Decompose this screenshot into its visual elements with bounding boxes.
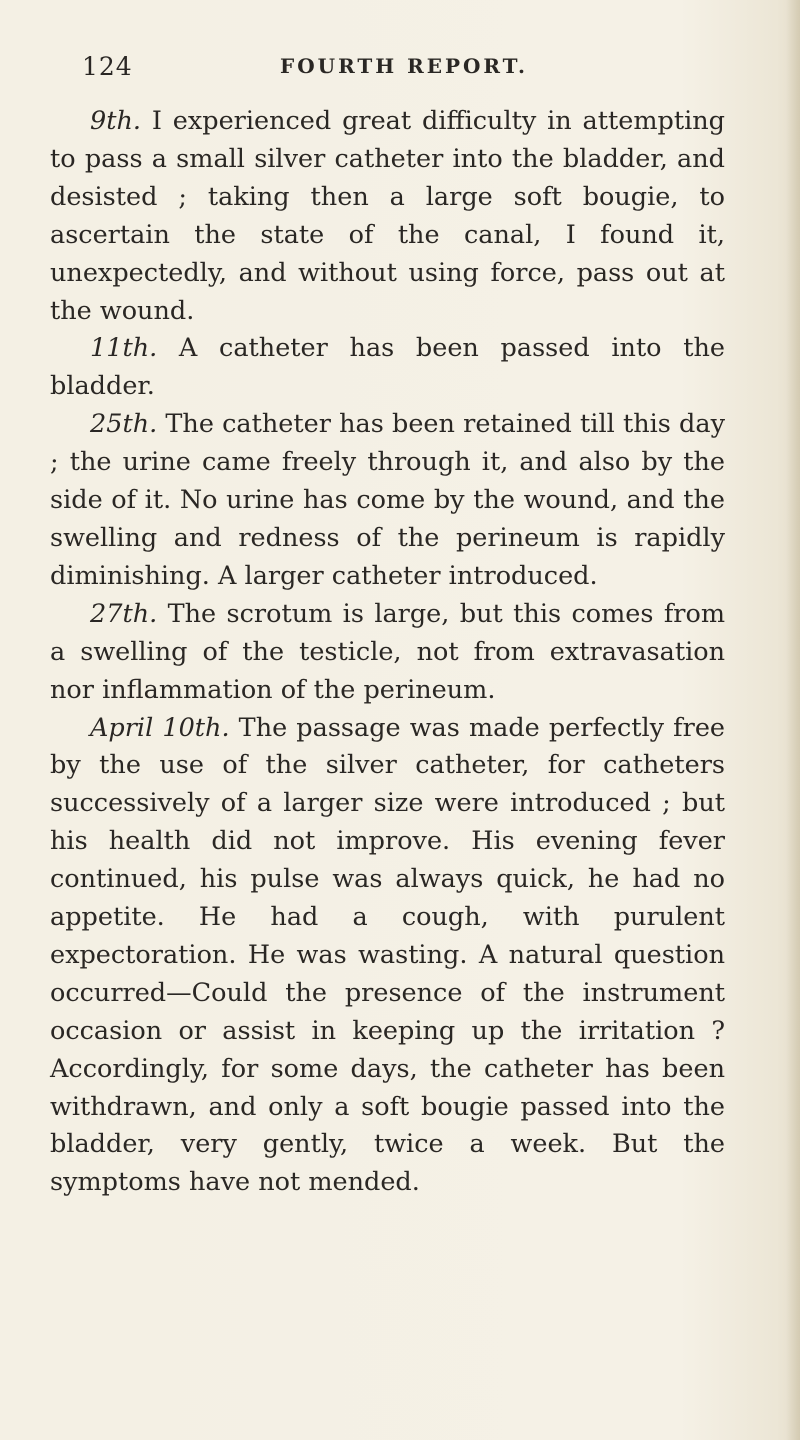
entry-text: I experienced great difficulty in attempting to pass a small silver catheter into the bladder, and desisted ; taking then a large soft bougie, to ascertain the state of the canal, I found it, unexpectedly, and without using force, pass out at the wound. bbox=[50, 106, 725, 326]
entry-25th bbox=[50, 406, 725, 596]
entry-text: A catheter has been passed into the bladder. bbox=[50, 333, 725, 402]
page-number: 124 bbox=[82, 52, 133, 81]
entry-date: 27th. bbox=[90, 598, 158, 629]
entry-text: The passage was made perfectly free by the use of the silver catheter, for catheters successively of a larger size were introduced ; but his health did not improve. His evening fever continued, his pulse was always quick, he had no appetite. He had a cough, with purulent expectoration. He was wasting. A natural question occurred—Could the presence of the instrument occasion or assist in keeping up the irritation ? Accordingly, for some days, the catheter has been withdrawn, and only a soft bougie passed into the bladder, very gently, twice a week. But the symptoms have not mended. bbox=[50, 712, 725, 1198]
running-head: FOURTH REPORT. bbox=[280, 54, 528, 78]
entry-date: April 10th. bbox=[90, 712, 230, 743]
entry-11th bbox=[50, 330, 725, 406]
entry-april-10th bbox=[50, 710, 725, 1203]
entry-date: 9th. bbox=[90, 106, 141, 136]
entry-text: The catheter has been retained till this day ; the urine came freely through it, and also by the side of it. No urine has come by the wound, and the swelling and redness of the perineum is rapidly diminishing. A larger catheter introduced. bbox=[50, 409, 725, 591]
page-edge-shadow bbox=[786, 0, 800, 1440]
entry-27th bbox=[50, 596, 725, 710]
page-header bbox=[82, 52, 722, 92]
entry-9th bbox=[50, 103, 725, 330]
entry-text: The scrotum is large, but this comes from a swelling of the testicle, not from extravasation nor inflammation of the perineum. bbox=[50, 598, 725, 705]
entry-date: 25th. bbox=[90, 409, 158, 440]
body-text bbox=[50, 103, 725, 1202]
entry-date: 11th. bbox=[90, 333, 158, 364]
